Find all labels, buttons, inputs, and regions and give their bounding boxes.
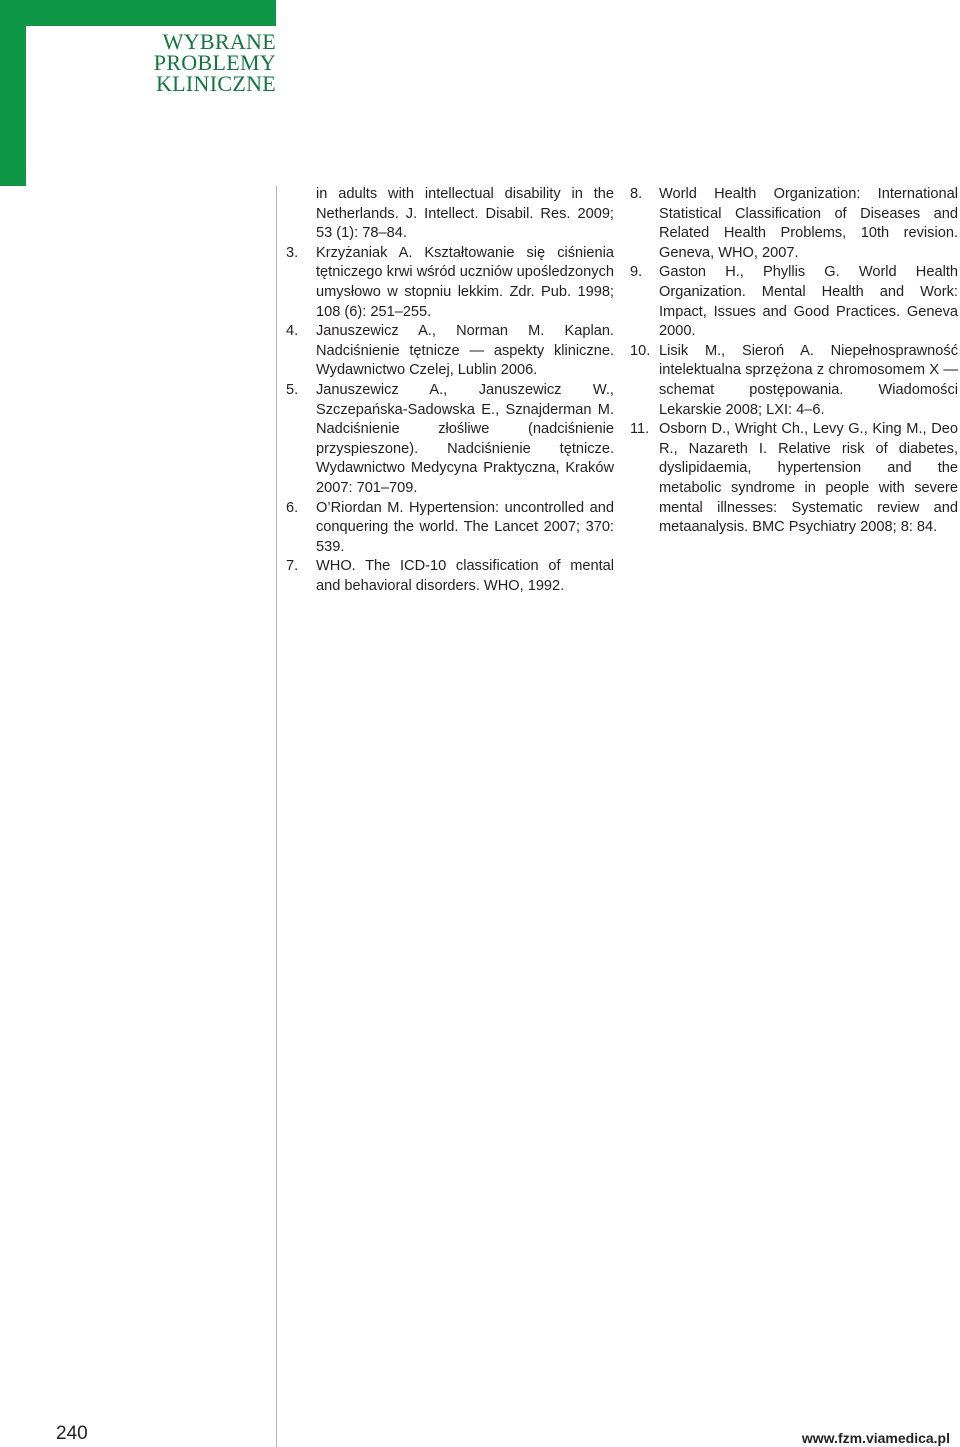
reference-item <box>286 381 614 499</box>
reference-text: Gaston H., Phyllis G. World Health Organization. Mental Health and Work: Impact, Issues and Good Practices. Geneva 2000. <box>659 264 958 340</box>
reference-item <box>286 557 614 596</box>
reference-text: Januszewicz A., Januszewicz W., Szczepańska-Sadowska E., Sznajderman M. Nadciśnienie złośliwe (nadciśnienie przyspieszone). Nadciśnienie tętnicze. Wydawnictwo Medycyna Praktyczna, Kraków 2007: 701–709. <box>316 381 614 496</box>
reference-number: 5. <box>286 381 299 398</box>
page-number: 240 <box>56 1423 88 1444</box>
reference-number: 3. <box>286 244 299 261</box>
reference-number: 6. <box>286 499 299 516</box>
references-right-column <box>630 185 958 538</box>
section-title-line: PROBLEMY <box>153 50 276 75</box>
reference-number: 10. <box>630 342 651 359</box>
references-left-column <box>286 185 614 596</box>
reference-item <box>630 185 958 263</box>
reference-item <box>630 263 958 341</box>
section-title-line: WYBRANE <box>162 29 276 54</box>
reference-continuation <box>286 185 614 244</box>
reference-text: Januszewicz A., Norman M. Kaplan. Nadciśnienie tętnicze — aspekty kliniczne. Wydawnictwo Czelej, Lublin 2006. <box>316 323 614 379</box>
reference-text: WHO. The ICD-10 classification of mental and behavioral disorders. WHO, 1992. <box>316 558 614 594</box>
footer-url[interactable]: www.fzm.viamedica.pl <box>801 1430 950 1446</box>
reference-item <box>286 499 614 558</box>
reference-number: 4. <box>286 323 299 340</box>
reference-text: Krzyżaniak A. Kształtowanie się ciśnienia tętniczego krwi wśród uczniów upośledzonych umysłowo w stopniu lekkim. Zdr. Pub. 1998; 108 (6): 251–255. <box>316 244 614 320</box>
reference-text: World Health Organization: International Statistical Classification of Diseases and Related Health Problems, 10th revision. Geneva, WHO, 2007. <box>659 186 958 261</box>
reference-text: Osborn D., Wright Ch., Levy G., King M., Deo R., Nazareth I. Relative risk of diabetes, dyslipidaemia, hypertension and the metabolic syndrome in people with severe mental illnesses: Systematic review and metaanalysis. BMC Psychiatry 2008; 8: 84. <box>659 421 958 536</box>
reference-text: Lisik M., Sieroń A. Niepełnosprawność intelektualna sprzężona z chromosomem X — schemat postępowania. Wiadomości Lekarskie 2008; LXI: 4–6. <box>659 342 958 418</box>
reference-number: 7. <box>286 558 299 575</box>
reference-item <box>286 322 614 381</box>
section-title-line: KLINICZNE <box>155 71 276 96</box>
reference-number: 11. <box>630 421 650 438</box>
reference-item <box>630 342 958 420</box>
reference-number: 9. <box>630 264 643 281</box>
green-side-bar <box>0 26 26 186</box>
green-header-bar <box>0 0 276 26</box>
reference-number: 8. <box>630 186 643 202</box>
reference-item <box>630 420 958 538</box>
reference-text: in adults with intellectual disability in the Netherlands. J. Intellect. Disabil. Res. 2009; 53 (1): 78–84. <box>316 186 614 242</box>
reference-item <box>286 244 614 322</box>
reference-text: O’Riordan M. Hypertension: uncontrolled and conquering the world. The Lancet 2007; 370: 539. <box>316 499 614 555</box>
section-title <box>154 31 276 94</box>
column-divider <box>276 186 277 1447</box>
